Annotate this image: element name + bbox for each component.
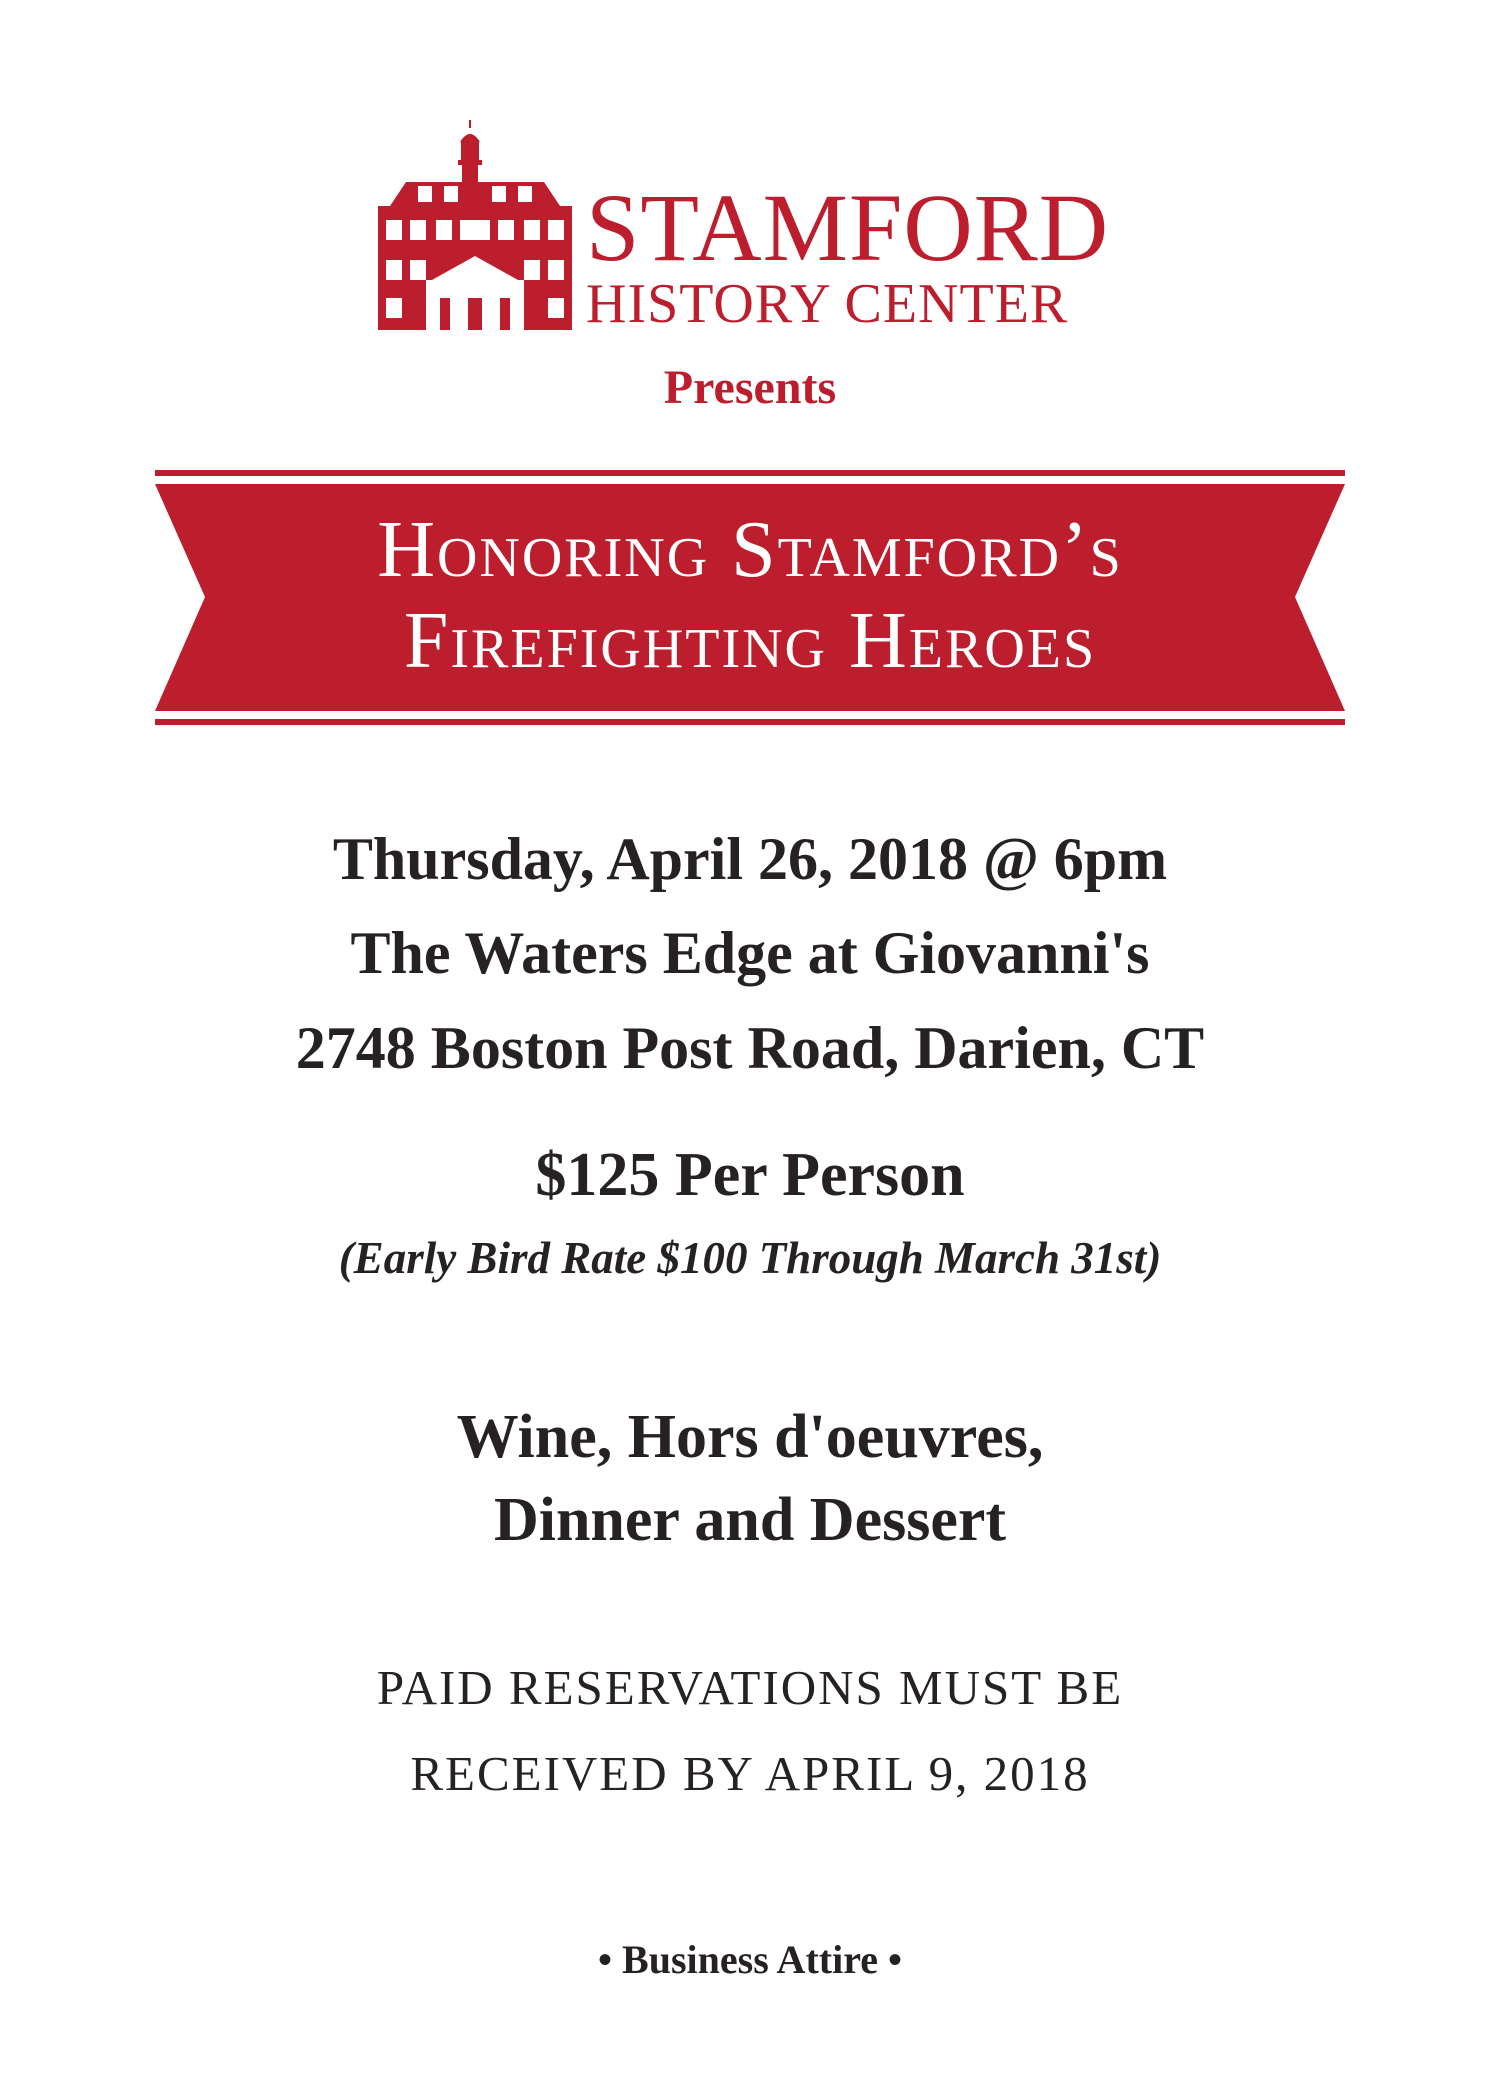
event-date-time: Thursday, April 26, 2018 @ 6pm	[332, 826, 1168, 892]
presents-label: Presents	[663, 361, 837, 414]
menu-line1: Wine, Hors d'oeuvres,	[456, 1403, 1044, 1471]
logo-name-line2: HISTORY CENTER	[586, 273, 1069, 335]
event-address: 2748 Boston Post Road, Darien, CT	[295, 1015, 1205, 1081]
early-bird-rate: (Early Bird Rate $100 Through March 31st)	[338, 1233, 1162, 1283]
event-venue: The Waters Edge at Giovanni's	[350, 920, 1150, 986]
ticket-price: $125 Per Person	[535, 1141, 965, 1209]
logo-name-line1: STAMFORD	[586, 174, 1110, 281]
menu-line2: Dinner and Dessert	[493, 1486, 1007, 1554]
history-center-building-icon	[360, 120, 590, 330]
reservation-deadline-line2: RECEIVED BY APRIL 9, 2018	[410, 1746, 1090, 1801]
dress-code: • Business Attire •	[598, 1937, 902, 1982]
banner-title-line1: Honoring Stamford’s	[377, 506, 1123, 594]
reservation-deadline-line1: PAID RESERVATIONS MUST BE	[376, 1660, 1124, 1715]
banner-title-line2: Firefighting Heroes	[403, 597, 1097, 685]
